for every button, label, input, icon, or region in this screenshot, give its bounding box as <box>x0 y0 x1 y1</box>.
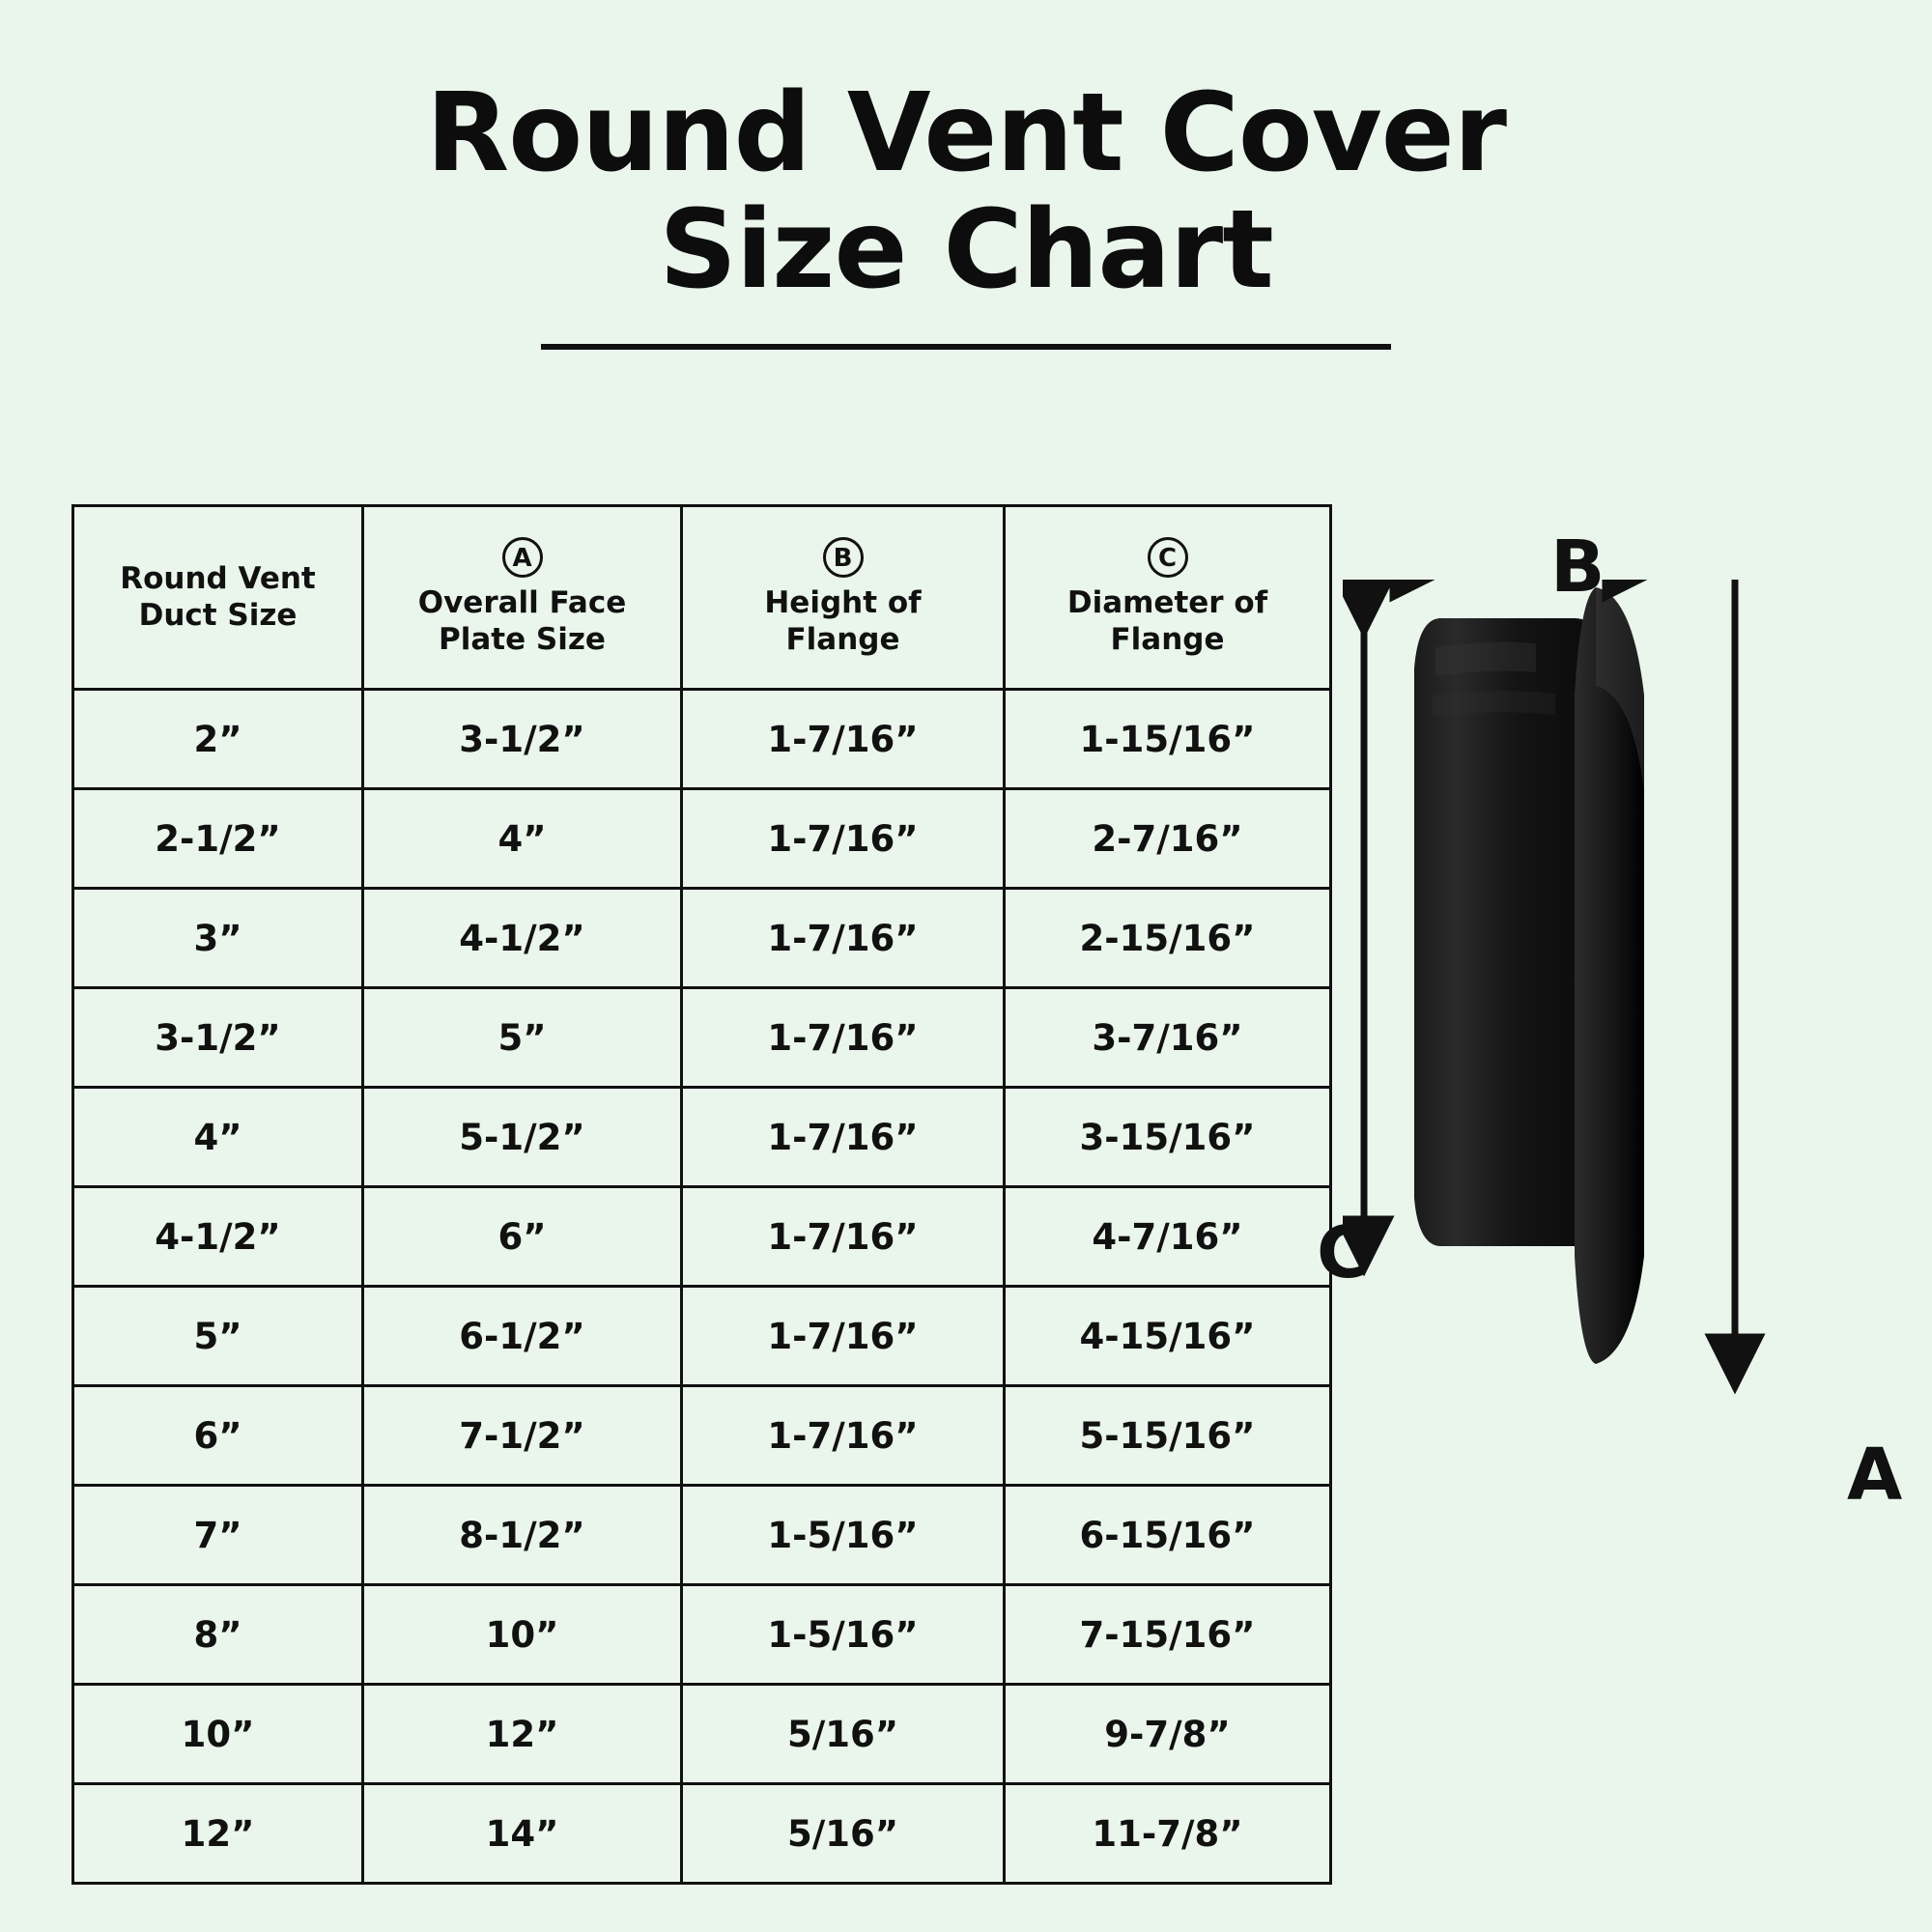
cell-diameter: 7-15/16” <box>1005 1585 1331 1685</box>
cell-diameter: 5-15/16” <box>1005 1386 1331 1486</box>
cell-height: 1-7/16” <box>682 1187 1005 1287</box>
header-label-face <box>372 585 672 657</box>
cell-face: 8-1/2” <box>363 1486 682 1585</box>
header-face-line2: Plate Size <box>439 621 606 657</box>
cell-face: 5-1/2” <box>363 1088 682 1187</box>
cell-height: 5/16” <box>682 1685 1005 1784</box>
cell-diameter: 2-7/16” <box>1005 789 1331 889</box>
cell-diameter: 1-15/16” <box>1005 690 1331 789</box>
cell-height: 1-7/16” <box>682 1287 1005 1386</box>
cell-duct: 2-1/2” <box>73 789 363 889</box>
header-diameter-line1: Diameter of <box>1066 585 1268 621</box>
cell-diameter: 9-7/8” <box>1005 1685 1331 1784</box>
header-diameter-line2: Flange <box>1110 621 1225 657</box>
cell-diameter: 3-7/16” <box>1005 988 1331 1088</box>
table-row <box>73 1585 1331 1685</box>
table-row <box>73 1386 1331 1486</box>
cell-face: 10” <box>363 1585 682 1685</box>
badge-b-icon: B <box>823 537 864 578</box>
header-label-height <box>691 585 995 657</box>
cell-diameter: 2-15/16” <box>1005 889 1331 988</box>
size-table <box>71 504 1332 1885</box>
table-row <box>73 789 1331 889</box>
cell-duct: 2” <box>73 690 363 789</box>
cell-diameter: 11-7/8” <box>1005 1784 1331 1884</box>
header-face-line1: Overall Face <box>417 585 627 621</box>
cell-height: 1-7/16” <box>682 889 1005 988</box>
header-label-duct <box>82 561 354 633</box>
cell-duct: 8” <box>73 1585 363 1685</box>
table-body <box>73 690 1331 1884</box>
cell-diameter: 4-15/16” <box>1005 1287 1331 1386</box>
cell-face: 4” <box>363 789 682 889</box>
cell-face: 12” <box>363 1685 682 1784</box>
table-row <box>73 1685 1331 1784</box>
cell-height: 1-5/16” <box>682 1486 1005 1585</box>
column-header-flange-diameter <box>1005 506 1331 690</box>
title-divider <box>541 344 1391 350</box>
header-duct-line1: Round Vent <box>120 561 316 597</box>
header-label-diameter <box>1013 585 1321 657</box>
table-row <box>73 1784 1331 1884</box>
header-height-line2: Flange <box>785 621 900 657</box>
table-row <box>73 1287 1331 1386</box>
header-duct-line2: Duct Size <box>138 597 298 633</box>
cell-height: 1-7/16” <box>682 1088 1005 1187</box>
table-row <box>73 1088 1331 1187</box>
cell-height: 1-5/16” <box>682 1585 1005 1685</box>
cell-duct: 6” <box>73 1386 363 1486</box>
dimension-label-a: A <box>1847 1434 1903 1517</box>
cell-duct: 3-1/2” <box>73 988 363 1088</box>
header-height-line1: Height of <box>764 585 922 621</box>
cell-face: 14” <box>363 1784 682 1884</box>
cell-face: 6” <box>363 1187 682 1287</box>
cell-face: 4-1/2” <box>363 889 682 988</box>
cell-duct: 7” <box>73 1486 363 1585</box>
dimension-label-c: C <box>1317 1211 1370 1294</box>
table-row <box>73 988 1331 1088</box>
size-table-container <box>71 504 1329 1885</box>
column-header-duct-size <box>73 506 363 690</box>
dimension-label-b: B <box>1550 526 1605 609</box>
cell-height: 1-7/16” <box>682 988 1005 1088</box>
cell-diameter: 6-15/16” <box>1005 1486 1331 1585</box>
badge-c-icon: C <box>1148 537 1188 578</box>
table-row <box>73 1486 1331 1585</box>
column-header-face-plate <box>363 506 682 690</box>
cell-duct: 4-1/2” <box>73 1187 363 1287</box>
table-row <box>73 889 1331 988</box>
cell-duct: 4” <box>73 1088 363 1187</box>
cell-height: 1-7/16” <box>682 789 1005 889</box>
cell-face: 5” <box>363 988 682 1088</box>
cell-face: 6-1/2” <box>363 1287 682 1386</box>
vent-flange-plate <box>1575 587 1644 1364</box>
table-row <box>73 1187 1331 1287</box>
page-title <box>0 71 1932 350</box>
vent-cover-illustration <box>1343 580 1903 1497</box>
table-head <box>73 506 1331 690</box>
cell-duct: 5” <box>73 1287 363 1386</box>
cell-duct: 10” <box>73 1685 363 1784</box>
cell-diameter: 3-15/16” <box>1005 1088 1331 1187</box>
vent-body <box>1414 618 1602 1246</box>
badge-a-icon: A <box>502 537 543 578</box>
cell-face: 7-1/2” <box>363 1386 682 1486</box>
column-header-flange-height <box>682 506 1005 690</box>
cell-height: 5/16” <box>682 1784 1005 1884</box>
table-header-row <box>73 506 1331 690</box>
title-line-1: Round Vent Cover <box>426 71 1506 196</box>
table-row <box>73 690 1331 789</box>
cell-height: 1-7/16” <box>682 690 1005 789</box>
product-diagram <box>1317 526 1903 1517</box>
cell-diameter: 4-7/16” <box>1005 1187 1331 1287</box>
cell-duct: 12” <box>73 1784 363 1884</box>
cell-duct: 3” <box>73 889 363 988</box>
cell-height: 1-7/16” <box>682 1386 1005 1486</box>
cell-face: 3-1/2” <box>363 690 682 789</box>
title-line-2: Size Chart <box>659 186 1273 313</box>
